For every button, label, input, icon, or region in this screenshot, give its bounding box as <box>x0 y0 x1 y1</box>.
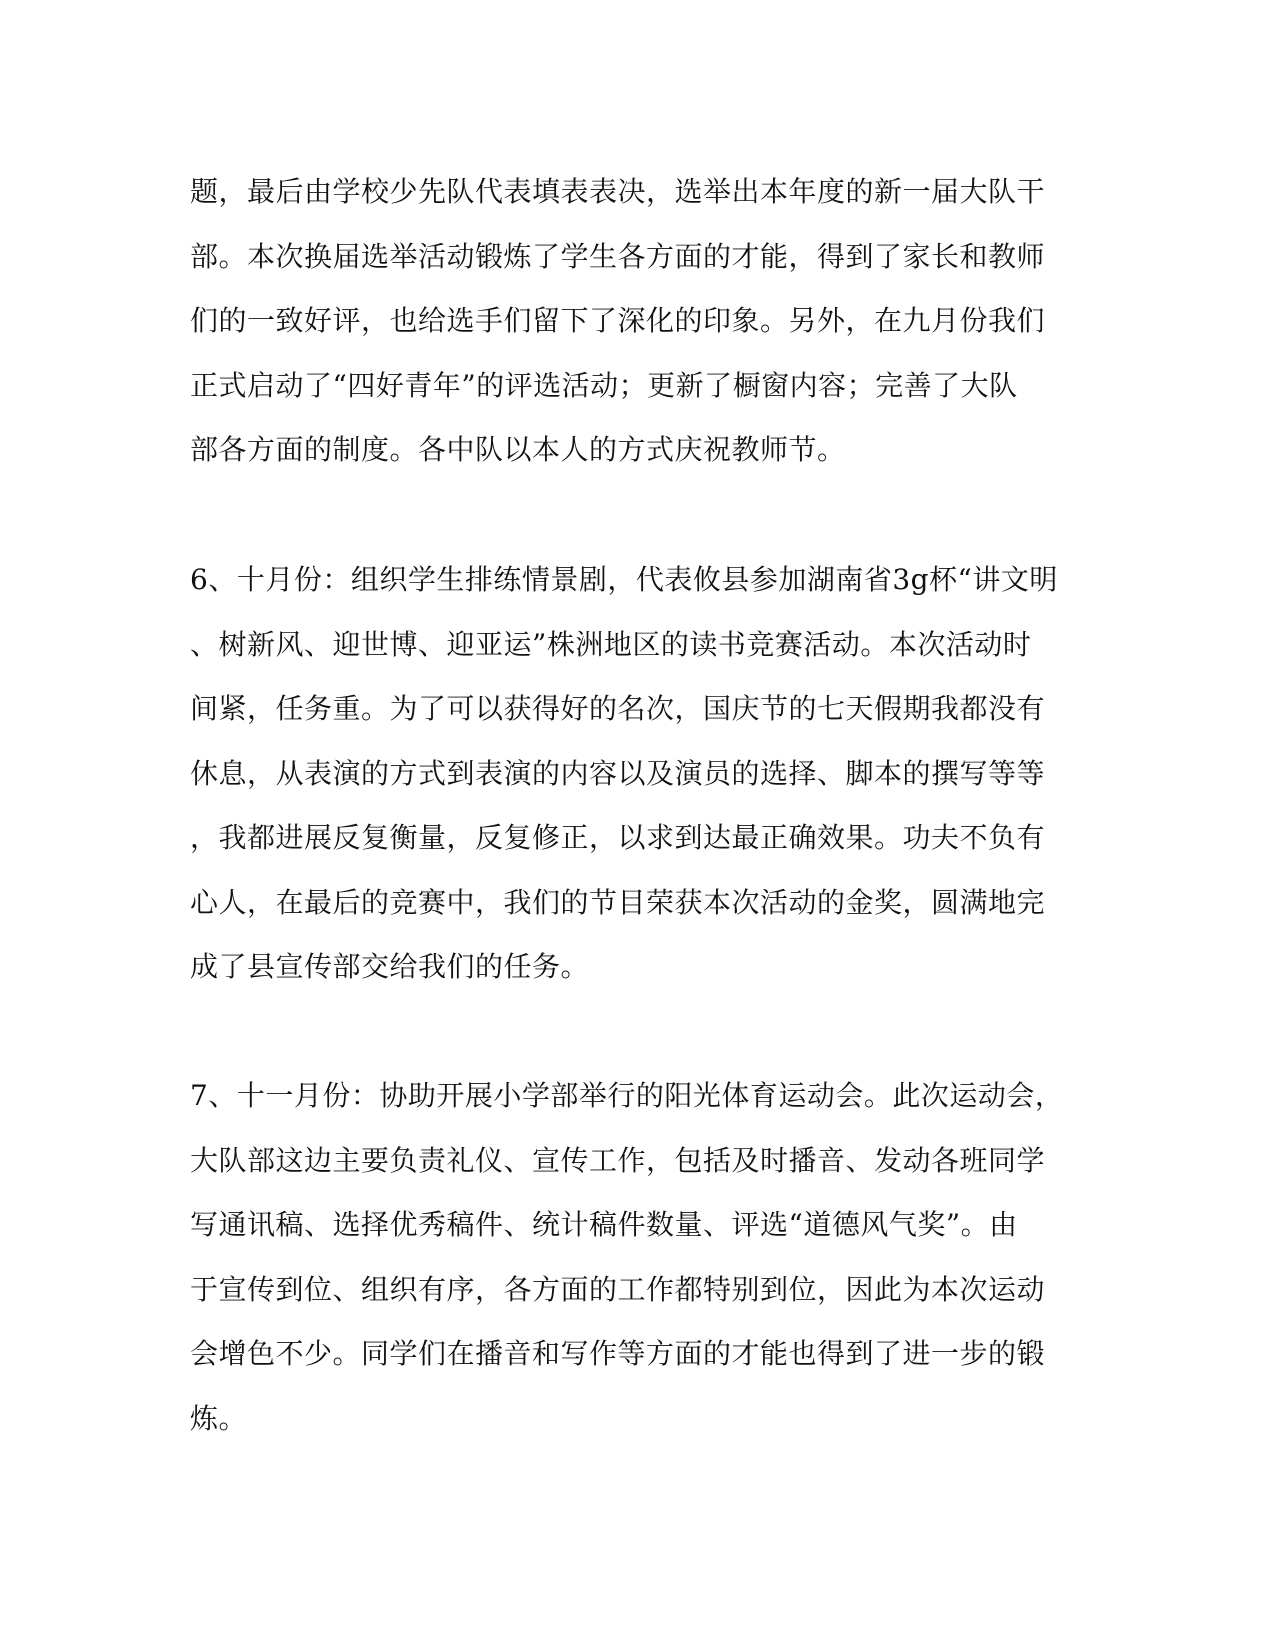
text-line: 于宣传到位、组织有序，各方面的工作都特别到位，因此为本次运动 <box>190 1272 1046 1306</box>
text-line: 正式启动了“四好青年”的评选活动；更新了橱窗内容；完善了大队 <box>190 368 1018 402</box>
text-line: ，我都进展反复衡量，反复修正，以求到达最正确效果。功夫不负有 <box>190 821 1046 854</box>
paragraph-november <box>190 1064 1090 1451</box>
text-line: 心人，在最后的竞赛中，我们的节目荣获本次活动的金奖，圆满地完 <box>190 885 1046 919</box>
text-line: 写通讯稿、选择优秀稿件、统计稿件数量、评选“道德风气奖”。由 <box>190 1208 1018 1241</box>
text-line: 成了县宣传部交给我们的任务。 <box>190 950 590 983</box>
text-line: 部。本次换届选举活动锻炼了学生各方面的才能，得到了家长和教师 <box>190 239 1046 273</box>
text-line: 们的一致好评，也给选手们留下了深化的印象。另外，在九月份我们 <box>190 304 1046 337</box>
text-line: 部各方面的制度。各中队以本人的方式庆祝教师节。 <box>190 433 846 466</box>
text-line: 会增色不少。同学们在播音和写作等方面的才能也得到了进一步的锻 <box>190 1337 1046 1370</box>
paragraph-election-summary <box>190 160 1090 483</box>
text-line: 间紧，任务重。为了可以获得好的名次，国庆节的七天假期我都没有 <box>190 692 1046 725</box>
text-line: 题，最后由学校少先队代表填表表决，选举出本年度的新一届大队干 <box>190 175 1046 208</box>
text-line: 休息，从表演的方式到表演的内容以及演员的选择、脚本的撰写等等 <box>190 756 1046 790</box>
text-line: 大队部这边主要负责礼仪、宣传工作，包括及时播音、发动各班同学 <box>190 1143 1046 1177</box>
text-line: 炼。 <box>190 1401 248 1435</box>
paragraph-october <box>190 548 1090 1000</box>
text-line: 6、十月份：组织学生排练情景剧，代表攸县参加湖南省3g杯“讲文明 <box>190 563 1058 596</box>
text-line: 、树新风、迎世博、迎亚运”株洲地区的读书竞赛活动。本次活动时 <box>190 627 1032 661</box>
text-line: 7、十一月份：协助开展小学部举行的阳光体育运动会。此次运动会， <box>190 1079 1064 1112</box>
